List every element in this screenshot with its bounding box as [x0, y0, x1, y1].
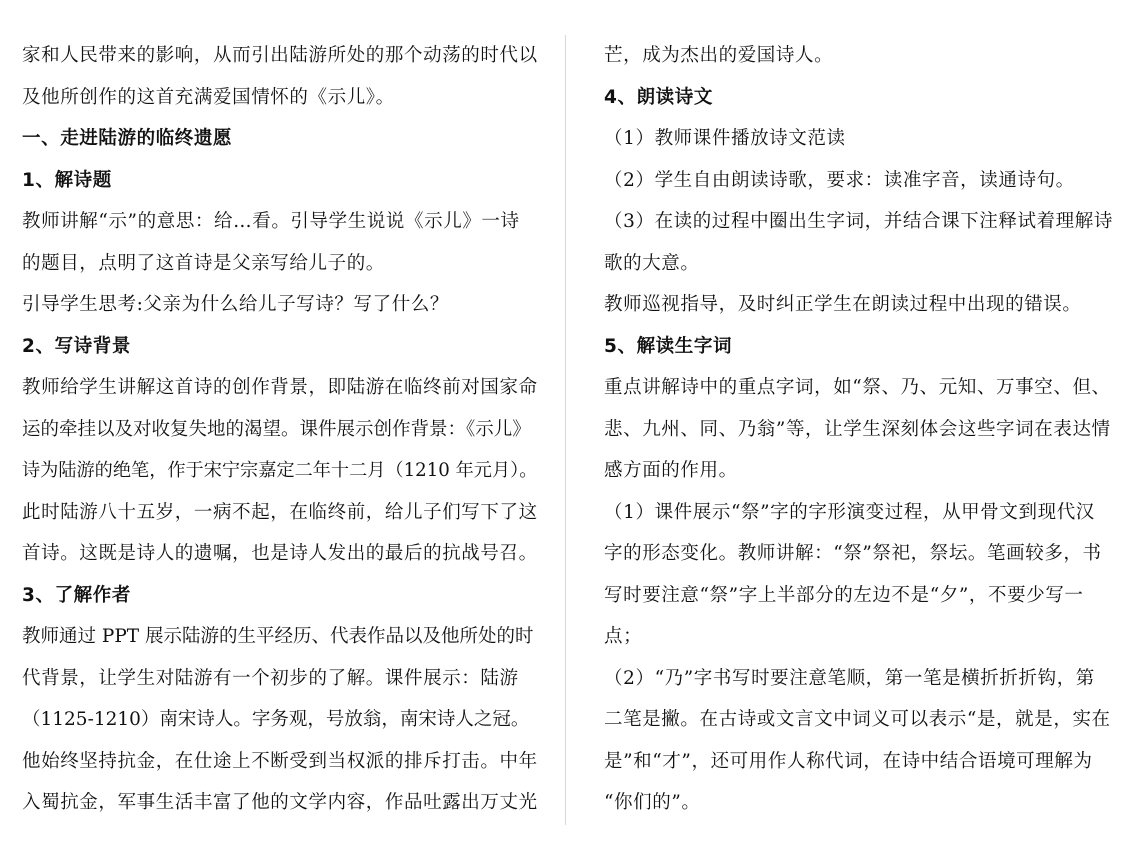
subsection-heading: 3、了解作者 — [22, 584, 131, 606]
text-line: 字的形态变化。教师讲解：“祭”祭祀，祭坛。笔画较多，书 — [604, 543, 1102, 564]
text-line: “你们的”。 — [604, 792, 701, 813]
text-line: 引导学生思考:父亲为什么给儿子写诗？写了什么？ — [22, 294, 450, 315]
right-column — [604, 35, 1122, 824]
text-line: 教师巡视指导，及时纠正学生在朗读过程中出现的错误。 — [604, 294, 1082, 315]
text-line: 此时陆游八十五岁，一病不起，在临终前，给儿子们写下了这 — [22, 501, 538, 523]
text-line: 他始终坚持抗金，在仕途上不断受到当权派的排斥打击。中年 — [22, 750, 538, 772]
text-line: 诗为陆游的绝笔，作于宋宁宗嘉定二年十二月（1210 年元月）。 — [22, 460, 538, 481]
subsection-heading: 2、写诗背景 — [22, 335, 131, 357]
text-line: （2）学生自由朗读诗歌，要求：读准字音，读通诗句。 — [604, 169, 1075, 191]
text-line: 写时要注意“祭”字上半部分的左边不是“夕”，不要少写一 — [604, 584, 1084, 606]
text-line: 是”和“才”，还可用作人称代词，在诗中结合语境可理解为 — [604, 750, 1093, 772]
text-line: 二笔是撇。在古诗或文言文中词义可以表示“是，就是，实在 — [604, 709, 1111, 730]
text-line: 及他所创作的这首充满爱国情怀的《示儿》。 — [22, 86, 395, 108]
text-line: 的题目，点明了这首诗是父亲写给儿子的。 — [22, 252, 385, 274]
text-line: 歌的大意。 — [604, 252, 700, 274]
text-line: 点； — [604, 626, 643, 647]
text-line: 教师给学生讲解这首诗的创作背景，即陆游在临终前对国家命 — [22, 377, 538, 398]
text-line: （1125-1210）南宋诗人。字务观，号放翁，南宋诗人之冠。 — [22, 709, 530, 730]
text-line: （2）“乃”字书写时要注意笔顺，第一笔是横折折折钩，第 — [604, 667, 1095, 689]
column-divider — [565, 35, 566, 825]
subsection-heading: 4、朗读诗文 — [604, 86, 713, 108]
text-line: 教师通过 PPT 展示陆游的生平经历、代表作品以及他所处的时 — [22, 626, 534, 647]
text-line: 悲、九州、同、乃翁”等，让学生深刻体会这些字词在表达情 — [604, 418, 1111, 440]
text-line: （1）教师课件播放诗文范读 — [604, 128, 846, 149]
text-line: 入蜀抗金，军事生活丰富了他的文学内容，作品吐露出万丈光 — [22, 792, 538, 813]
text-line: （1）课件展示“祭”字的字形演变过程，从甲骨文到现代汉 — [604, 501, 1095, 523]
text-line: （3）在读的过程中圈出生字词，并结合课下注释试着理解诗 — [604, 211, 1113, 232]
subsection-heading: 5、解读生字词 — [604, 335, 733, 357]
left-column — [22, 35, 538, 824]
section-heading: 一、走进陆游的临终遗愿 — [22, 128, 233, 149]
text-line: 家和人民带来的影响，从而引出陆游所处的那个动荡的时代以 — [22, 45, 538, 66]
text-line: 感方面的作用。 — [604, 460, 738, 481]
text-line: 运的牵挂以及对收复失地的渴望。课件展示创作背景：《示儿》 — [22, 418, 531, 440]
text-line: 重点讲解诗中的重点字词，如“祭、乃、元知、万事空、但、 — [604, 377, 1111, 398]
subsection-heading: 1、解诗题 — [22, 169, 112, 191]
text-line: 芒，成为杰出的爱国诗人。 — [604, 45, 834, 66]
text-line: 教师讲解“示”的意思：给…看。引导学生说说《示儿》一诗 — [22, 211, 520, 232]
text-line: 代背景，让学生对陆游有一个初步的了解。课件展示：陆游 — [22, 667, 519, 689]
text-line: 首诗。这既是诗人的遗嘱，也是诗人发出的最后的抗战号召。 — [22, 543, 538, 564]
